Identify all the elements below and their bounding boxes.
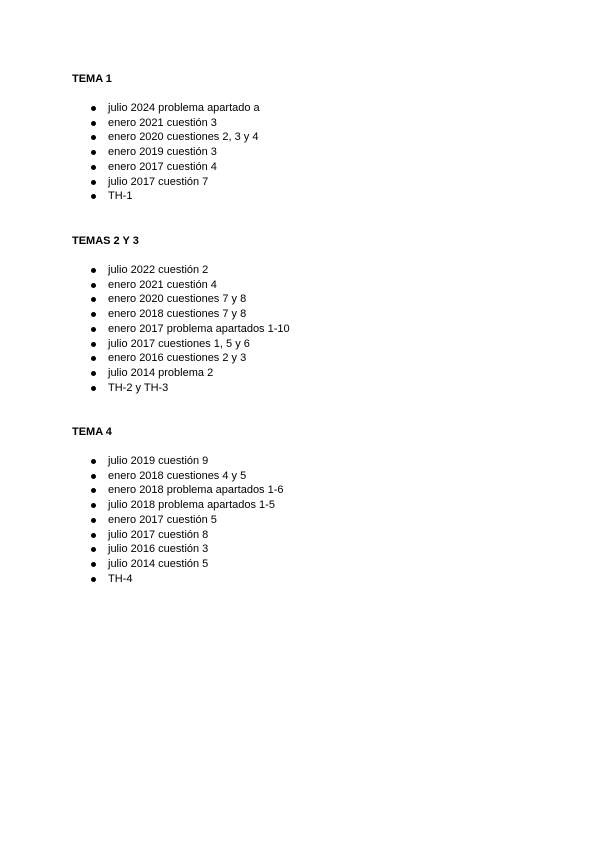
- bullet-icon: [91, 459, 96, 464]
- list-item-text: enero 2018 cuestiones 7 y 8: [108, 308, 247, 321]
- list-item-text: TH-1: [108, 190, 133, 203]
- list-item: [72, 116, 532, 131]
- list-item-text: enero 2021 cuestión 3: [108, 116, 217, 129]
- item-list: [72, 263, 532, 395]
- section-title: TEMAS 2 Y 3: [72, 235, 139, 247]
- list-item: [72, 145, 532, 160]
- list-item: [72, 513, 532, 528]
- bullet-icon: [91, 297, 96, 302]
- list-item: [72, 175, 532, 190]
- list-item: [72, 557, 532, 572]
- list-item-text: enero 2021 cuestión 4: [108, 278, 217, 291]
- list-item-text: enero 2020 cuestiones 2, 3 y 4: [108, 131, 259, 144]
- list-item: [72, 381, 532, 396]
- bullet-icon: [91, 577, 96, 582]
- bullet-icon: [91, 194, 96, 199]
- list-item: [72, 278, 532, 293]
- bullet-icon: [91, 312, 96, 317]
- bullet-icon: [91, 135, 96, 140]
- item-list: [72, 454, 532, 586]
- list-item-text: julio 2016 cuestión 3: [108, 543, 209, 556]
- list-item: [72, 366, 532, 381]
- bullet-icon: [91, 562, 96, 567]
- bullet-icon: [91, 503, 96, 508]
- list-item: [72, 130, 532, 145]
- list-item: [72, 101, 532, 116]
- list-item: [72, 469, 532, 484]
- bullet-icon: [91, 165, 96, 170]
- list-item-text: TH-2 y TH-3: [108, 381, 169, 394]
- list-item: [72, 189, 532, 204]
- bullet-icon: [91, 283, 96, 288]
- bullet-icon: [91, 268, 96, 273]
- list-item: [72, 454, 532, 469]
- list-item-text: enero 2020 cuestiones 7 y 8: [108, 293, 247, 306]
- section-temas-2-3: [72, 234, 532, 395]
- section-title: TEMA 1: [72, 73, 112, 85]
- list-item: [72, 307, 532, 322]
- bullet-icon: [91, 371, 96, 376]
- bullet-icon: [91, 547, 96, 552]
- bullet-icon: [91, 386, 96, 391]
- list-item-text: enero 2017 cuestión 5: [108, 513, 217, 526]
- section-tema-4: [72, 425, 532, 586]
- list-item-text: enero 2019 cuestión 3: [108, 146, 217, 159]
- list-item-text: julio 2014 problema 2: [108, 366, 214, 379]
- item-list: [72, 101, 532, 204]
- list-item: [72, 351, 532, 366]
- bullet-icon: [91, 488, 96, 493]
- list-item: [72, 528, 532, 543]
- section-tema-1: [72, 72, 532, 204]
- list-item-text: enero 2018 problema apartados 1-6: [108, 484, 284, 497]
- bullet-icon: [91, 474, 96, 479]
- list-item-text: enero 2017 problema apartados 1-10: [108, 322, 290, 335]
- bullet-icon: [91, 356, 96, 361]
- bullet-icon: [91, 150, 96, 155]
- bullet-icon: [91, 180, 96, 185]
- list-item: [72, 337, 532, 352]
- list-item: [72, 292, 532, 307]
- list-item-text: julio 2017 cuestión 8: [108, 528, 209, 541]
- list-item: [72, 160, 532, 175]
- list-item-text: enero 2016 cuestiones 2 y 3: [108, 352, 247, 365]
- list-item-text: enero 2017 cuestión 4: [108, 160, 217, 173]
- list-item-text: julio 2017 cuestión 7: [108, 175, 209, 188]
- bullet-icon: [91, 342, 96, 347]
- list-item-text: julio 2019 cuestión 9: [108, 455, 209, 467]
- list-item-text: enero 2018 cuestiones 4 y 5: [108, 469, 247, 482]
- list-item-text: TH-4: [108, 572, 133, 585]
- list-item-text: julio 2014 cuestión 5: [108, 557, 209, 570]
- bullet-icon: [91, 533, 96, 538]
- list-item-text: julio 2018 problema apartados 1-5: [108, 499, 275, 512]
- bullet-icon: [91, 106, 96, 111]
- list-item: [72, 322, 532, 337]
- bullet-icon: [91, 121, 96, 126]
- list-item: [72, 498, 532, 513]
- section-title: TEMA 4: [72, 426, 112, 438]
- list-item: [72, 542, 532, 557]
- list-item-text: julio 2022 cuestión 2: [108, 264, 209, 276]
- list-item-text: julio 2017 cuestiones 1, 5 y 6: [108, 337, 250, 350]
- list-item-text: julio 2024 problema apartado a: [108, 102, 260, 114]
- bullet-icon: [91, 518, 96, 523]
- list-item: [72, 483, 532, 498]
- list-item: [72, 263, 532, 278]
- list-item: [72, 572, 532, 587]
- bullet-icon: [91, 327, 96, 332]
